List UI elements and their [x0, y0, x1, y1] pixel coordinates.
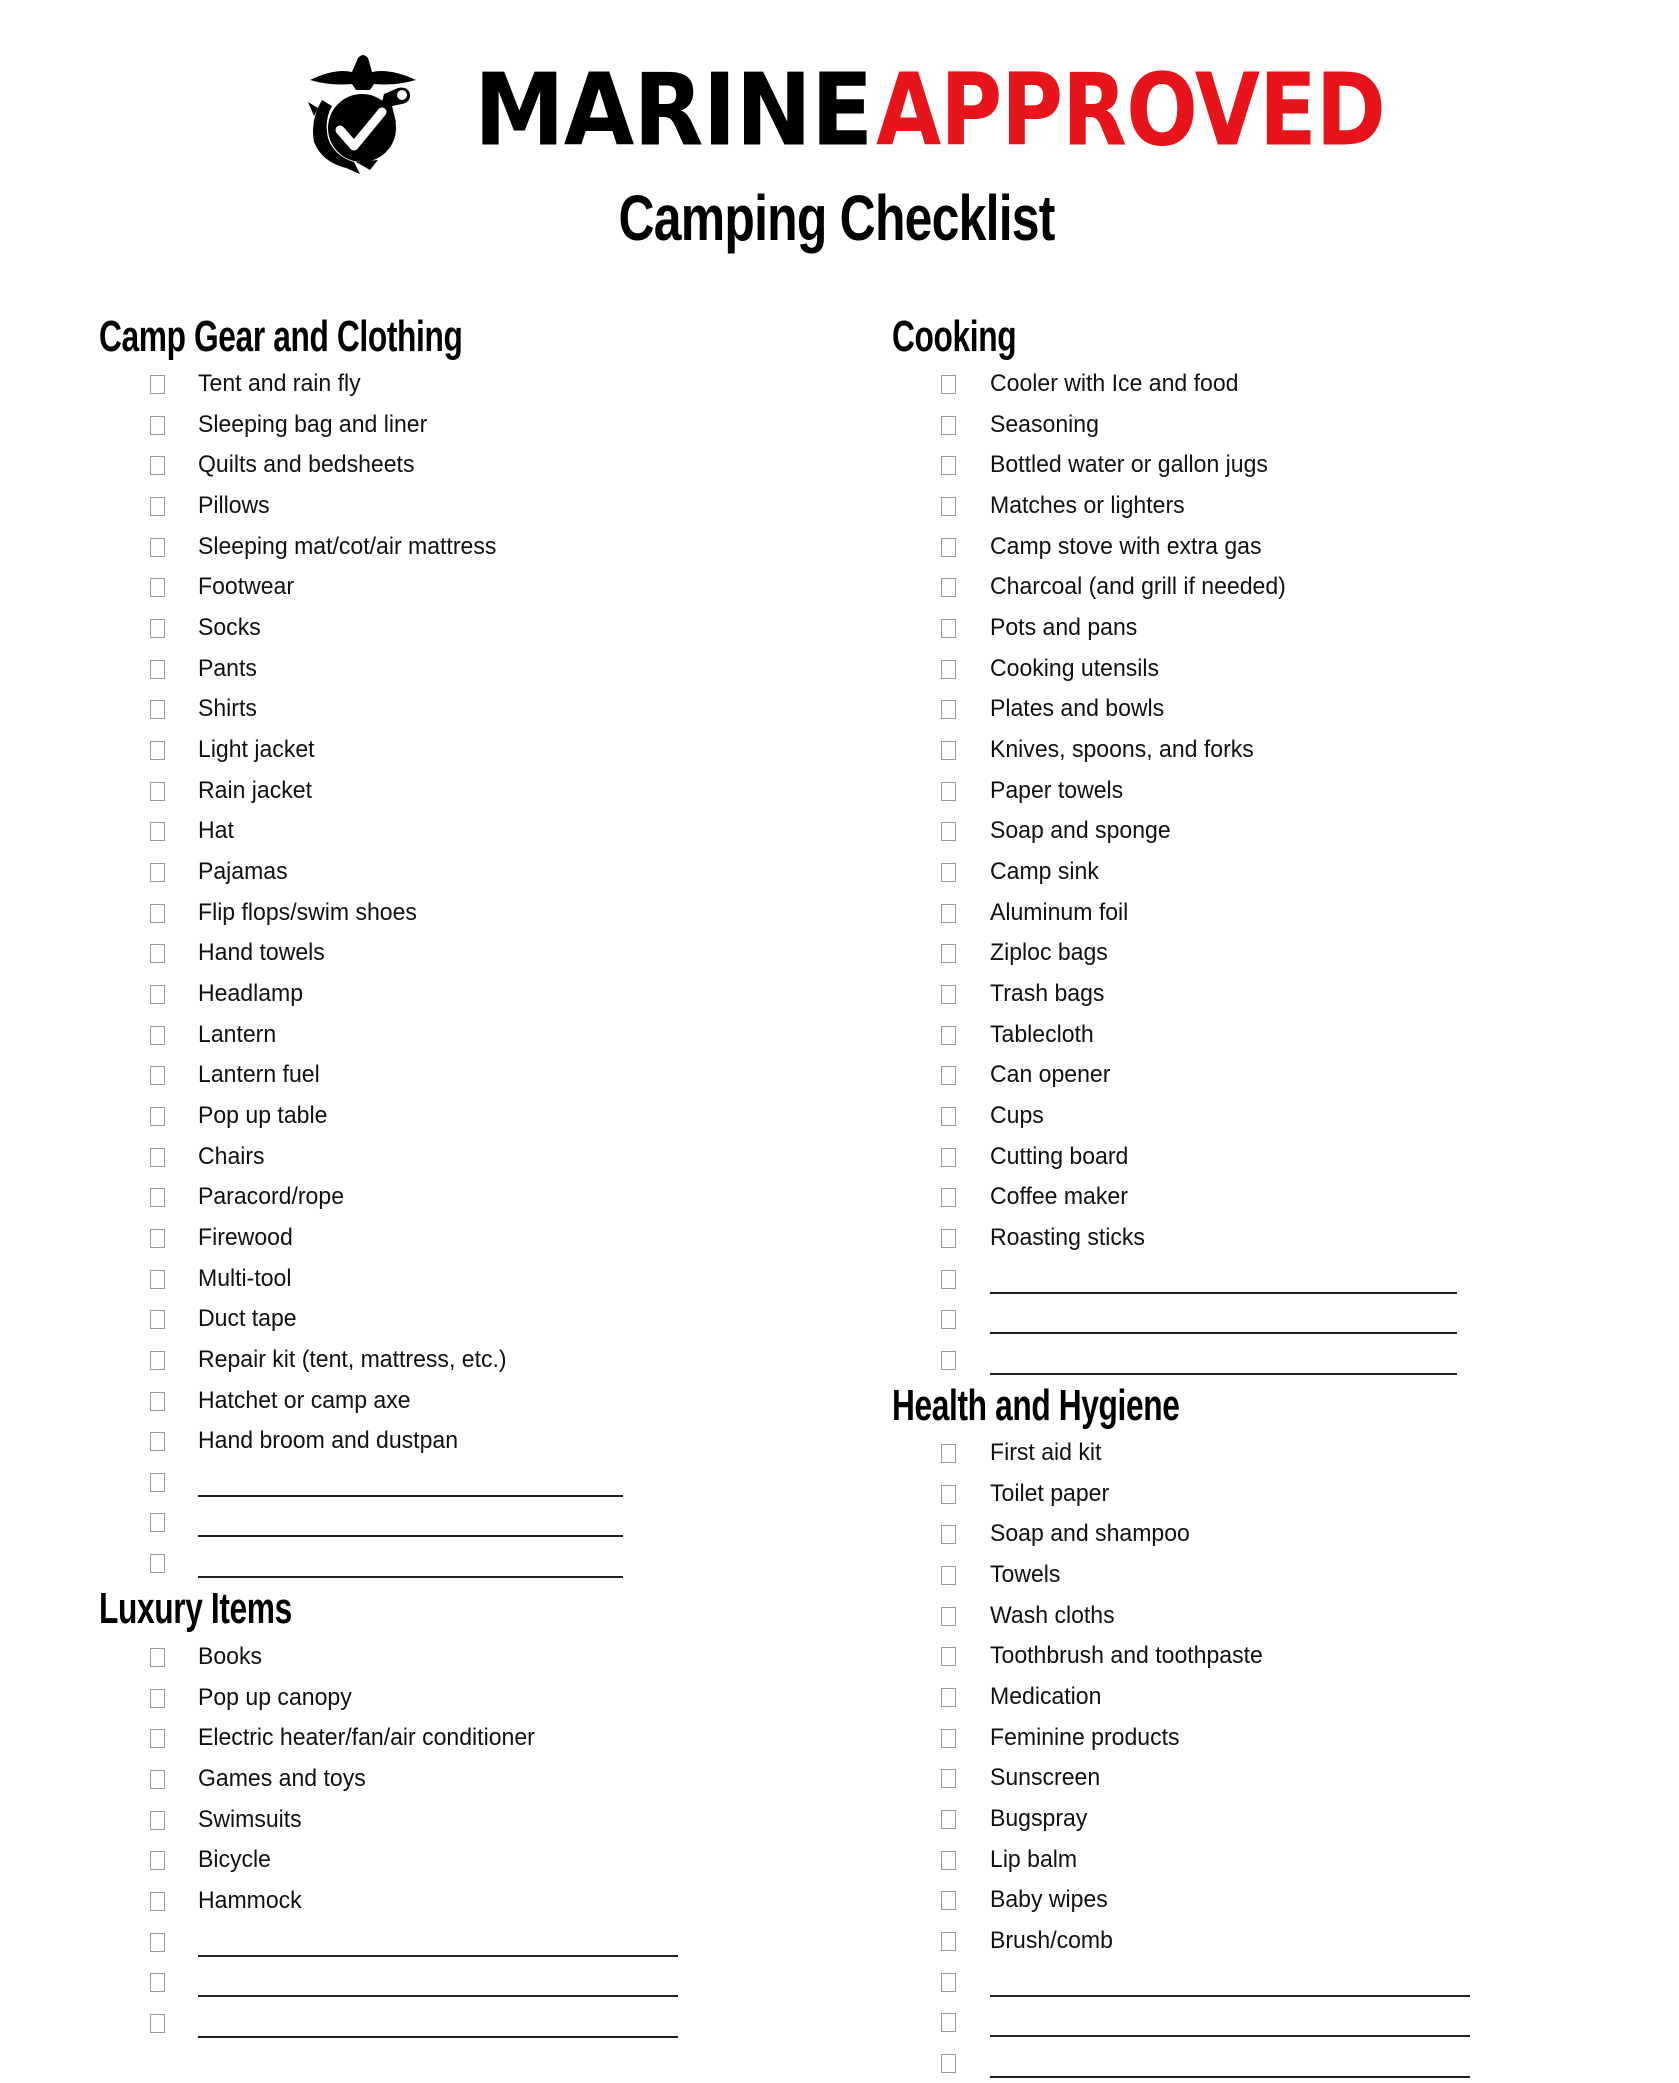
checkbox[interactable] [941, 1729, 956, 1748]
checkbox[interactable] [941, 1810, 956, 1829]
checklist-item-label: Plates and bowls [990, 695, 1165, 723]
checklist-item-label: Footwear [198, 573, 295, 601]
title-marine: MARINE [474, 52, 873, 170]
checkbox[interactable] [941, 578, 956, 597]
checklist-item [150, 730, 623, 770]
checklist-item [150, 1218, 623, 1258]
checkbox[interactable] [941, 1485, 956, 1504]
checklist-item [150, 649, 623, 689]
checklist-item-label: Camp sink [990, 857, 1099, 885]
checklist-item-label: Tablecloth [990, 1020, 1094, 1048]
checkbox[interactable] [150, 2014, 165, 2033]
checkbox[interactable] [941, 863, 956, 882]
checklist-item-label: Paper towels [990, 776, 1124, 804]
checklist-item-label: Ziploc bags [990, 939, 1108, 967]
checklist-item-label: Pajamas [198, 857, 288, 885]
write-in-line[interactable] [198, 1955, 678, 1957]
checkbox[interactable] [941, 822, 956, 841]
section-heading: Health and Hygiene [892, 1381, 1180, 1430]
checkbox[interactable] [150, 1107, 165, 1126]
checkbox[interactable] [941, 904, 956, 923]
checkbox[interactable] [150, 538, 165, 557]
checkbox[interactable] [150, 456, 165, 475]
checklist-item-label: Feminine products [990, 1723, 1180, 1751]
checklist-item-label: Camp stove with extra gas [990, 532, 1262, 560]
checklist-item-label: Matches or lighters [990, 491, 1185, 519]
checklist-item-label: Can opener [990, 1061, 1111, 1089]
checkbox[interactable] [941, 1270, 956, 1289]
checklist-item [150, 1800, 678, 1840]
checklist-item-label: Electric heater/fan/air conditioner [198, 1724, 535, 1752]
checkbox[interactable] [941, 538, 956, 557]
checklist-item [941, 1433, 1470, 1473]
checkbox[interactable] [150, 741, 165, 760]
checkbox[interactable] [941, 1769, 956, 1788]
checkbox[interactable] [941, 1973, 956, 1992]
checklist-item [150, 405, 623, 445]
checklist-item-label: First aid kit [990, 1439, 1102, 1466]
checklist-item-label: Rain jacket [198, 776, 312, 804]
checkbox[interactable] [941, 1932, 956, 1951]
checklist-item-label: Cooler with Ice and food [990, 370, 1239, 397]
checklist-item [150, 1137, 623, 1177]
checklist-item-label: Light jacket [198, 735, 315, 763]
checklist-item-label: Swimsuits [198, 1805, 302, 1833]
checkbox[interactable] [150, 822, 165, 841]
checklist-item-label: Duct tape [198, 1305, 297, 1333]
checklist-item [941, 1474, 1470, 1514]
write-in-line[interactable] [198, 2036, 678, 2038]
checklist-item [941, 1718, 1470, 1758]
checkbox[interactable] [941, 1566, 956, 1585]
checklist-item [941, 893, 1457, 933]
checklist-item-label: Pillows [198, 491, 270, 519]
checklist-item-label: Brush/comb [990, 1926, 1113, 1954]
checklist-item-label: Bugspray [990, 1804, 1088, 1832]
checklist-item-label: Repair kit (tent, mattress, etc.) [198, 1345, 507, 1373]
write-in-line[interactable] [990, 1373, 1457, 1375]
checklist-item [150, 852, 623, 892]
checklist-item-label: Shirts [198, 695, 257, 723]
checklist-item [941, 974, 1457, 1014]
checklist-item [941, 486, 1457, 526]
checkbox[interactable] [150, 904, 165, 923]
checklist-item-label: Sleeping bag and liner [198, 410, 428, 438]
blank-checklist-item [941, 1259, 1457, 1299]
write-in-line[interactable] [990, 1995, 1470, 1997]
blank-checklist-item [150, 1462, 623, 1502]
checklist-item [941, 567, 1457, 607]
checklist-item [150, 527, 623, 567]
checklist-item [941, 1177, 1457, 1217]
checkbox[interactable] [150, 1392, 165, 1411]
checklist-item-label: Coffee maker [990, 1183, 1128, 1211]
checklist-item [941, 1921, 1470, 1961]
checklist-item-label: Towels [990, 1560, 1061, 1588]
checkbox[interactable] [941, 1066, 956, 1085]
checklist-item [150, 933, 623, 973]
checkbox[interactable] [941, 1026, 956, 1045]
checkbox[interactable] [941, 416, 956, 435]
checkbox[interactable] [150, 1973, 165, 1992]
checklist-item-label: Cooking utensils [990, 654, 1160, 682]
checklist-item-label: Bottled water or gallon jugs [990, 451, 1268, 479]
checklist-item-label: Books [198, 1643, 263, 1670]
checklist-item-label: Lantern fuel [198, 1061, 320, 1089]
checklist-item [150, 811, 623, 851]
checklist-item-label: Toilet paper [990, 1479, 1110, 1507]
checklist-item [150, 1015, 623, 1055]
checklist-item-label: Lantern [198, 1020, 277, 1048]
checklist-item [150, 1299, 623, 1339]
checklist-item [150, 1381, 623, 1421]
checklist-item [941, 689, 1457, 729]
checklist-item [150, 1259, 623, 1299]
checkbox[interactable] [941, 375, 956, 394]
checkbox[interactable] [941, 944, 956, 963]
blank-checklist-item [150, 1922, 678, 1962]
checklist-item [941, 445, 1457, 485]
checkbox[interactable] [150, 578, 165, 597]
checklist-item-label: Medication [990, 1682, 1102, 1710]
checklist-item-label: Baby wipes [990, 1886, 1108, 1914]
blank-checklist-item [150, 1962, 678, 2002]
blank-checklist-item [150, 1543, 623, 1583]
checkbox[interactable] [150, 1066, 165, 1085]
checkbox[interactable] [941, 619, 956, 638]
checklist-item [150, 1840, 678, 1880]
checkbox[interactable] [941, 1148, 956, 1167]
checkbox[interactable] [941, 1107, 956, 1126]
checkbox[interactable] [941, 1525, 956, 1544]
checklist-item-label: Lip balm [990, 1845, 1078, 1873]
checkbox[interactable] [150, 863, 165, 882]
checkbox[interactable] [150, 1229, 165, 1248]
checkbox[interactable] [941, 1188, 956, 1207]
checklist-item [941, 730, 1457, 770]
checklist-item [941, 608, 1457, 648]
checkbox[interactable] [150, 1148, 165, 1167]
checklist-item-label: Soap and sponge [990, 817, 1171, 845]
checkbox[interactable] [150, 1351, 165, 1370]
checklist-item-label: Tent and rain fly [198, 370, 361, 397]
checkbox[interactable] [941, 2054, 956, 2073]
checklist-item [941, 811, 1457, 851]
checklist-item-label: Pop up canopy [198, 1683, 352, 1711]
checkbox[interactable] [150, 1689, 165, 1708]
checklist-item-label: Sunscreen [990, 1764, 1101, 1792]
checklist-item [150, 1678, 678, 1718]
checklist-item-label: Pop up table [198, 1101, 328, 1129]
checkbox[interactable] [941, 1891, 956, 1910]
checkbox[interactable] [941, 985, 956, 1004]
checklist-item [150, 1096, 623, 1136]
checklist-item-label: Roasting sticks [990, 1223, 1145, 1251]
checklist-item [941, 1514, 1470, 1554]
checklist-item-label: Hatchet or camp axe [198, 1386, 411, 1414]
write-in-line[interactable] [990, 1292, 1457, 1294]
checkbox[interactable] [941, 2013, 956, 2032]
checklist-item [941, 1055, 1457, 1095]
checklist-item-label: Flip flops/swim shoes [198, 898, 417, 926]
checkbox[interactable] [941, 660, 956, 679]
checklist-item-label: Paracord/rope [198, 1183, 345, 1211]
checklist-item [150, 1759, 678, 1799]
checkbox[interactable] [150, 1770, 165, 1789]
checklist-item-label: Pants [198, 654, 257, 682]
checklist-item [150, 1340, 623, 1380]
checklist-item [941, 1880, 1470, 1920]
checklist-item-label: Cups [990, 1101, 1044, 1129]
checklist-item [150, 1177, 623, 1217]
checklist-item [941, 527, 1457, 567]
checklist-item-label: Firewood [198, 1223, 293, 1251]
checklist-item [941, 1799, 1470, 1839]
checkbox[interactable] [941, 782, 956, 801]
blank-checklist-item [941, 1962, 1470, 2002]
checkbox[interactable] [150, 700, 165, 719]
checkbox[interactable] [150, 1554, 165, 1573]
section-heading: Cooking [892, 312, 1017, 361]
write-in-line[interactable] [990, 2076, 1470, 2078]
checkbox[interactable] [150, 416, 165, 435]
checklist-item-label: Pots and pans [990, 613, 1138, 641]
checklist-item [941, 1555, 1470, 1595]
checklist-item-label: Soap and shampoo [990, 1520, 1190, 1548]
checkbox[interactable] [941, 1310, 956, 1329]
checkbox[interactable] [150, 1513, 165, 1532]
checklist-item-label: Headlamp [198, 979, 304, 1007]
checklist-item [150, 1718, 678, 1758]
write-in-line[interactable] [990, 1332, 1457, 1334]
checkbox[interactable] [941, 1688, 956, 1707]
checklist-item-label: Seasoning [990, 410, 1099, 438]
blank-checklist-item [150, 1502, 623, 1542]
checklist-item [150, 893, 623, 933]
eagle-globe-anchor-icon [300, 50, 425, 175]
checkbox[interactable] [150, 782, 165, 801]
page-subtitle: Camping Checklist [618, 182, 1055, 254]
checklist-item-label: Chairs [198, 1142, 265, 1170]
checkbox[interactable] [150, 985, 165, 1004]
checkbox[interactable] [941, 456, 956, 475]
checkbox[interactable] [150, 1648, 165, 1667]
checklist-item [150, 1881, 678, 1921]
checklist-item [941, 1758, 1470, 1798]
blank-checklist-item [941, 1299, 1457, 1339]
checklist-item [941, 933, 1457, 973]
checklist-item [941, 364, 1457, 404]
write-in-line[interactable] [198, 1495, 623, 1497]
checklist-item [150, 1055, 623, 1095]
checklist-item-label: Multi-tool [198, 1264, 292, 1292]
checklist-item-label: Charcoal (and grill if needed) [990, 573, 1286, 601]
checklist-item-label: Toothbrush and toothpaste [990, 1642, 1263, 1670]
section-heading: Camp Gear and Clothing [99, 312, 463, 361]
checklist-item-label: Aluminum foil [990, 898, 1129, 926]
write-in-line[interactable] [198, 1576, 623, 1578]
checklist-item [941, 1218, 1457, 1258]
checkbox[interactable] [150, 619, 165, 638]
checkbox[interactable] [941, 1229, 956, 1248]
checklist-item [941, 1096, 1457, 1136]
checkbox[interactable] [941, 700, 956, 719]
checklist-item [941, 649, 1457, 689]
checklist-item-label: Wash cloths [990, 1601, 1115, 1629]
checklist-item [150, 1421, 623, 1461]
checkbox[interactable] [941, 1851, 956, 1870]
checklist-item [941, 852, 1457, 892]
section-heading: Luxury Items [99, 1584, 292, 1633]
checklist-item [941, 1636, 1470, 1676]
checkbox[interactable] [941, 1607, 956, 1626]
checkbox[interactable] [941, 497, 956, 516]
checklist-item [941, 771, 1457, 811]
checkbox[interactable] [941, 1647, 956, 1666]
checklist-item [150, 486, 623, 526]
checklist-item [941, 1596, 1470, 1636]
checklist-item [941, 1677, 1470, 1717]
checkbox[interactable] [150, 497, 165, 516]
checklist-item [941, 1840, 1470, 1880]
blank-checklist-item [941, 1340, 1457, 1380]
title-approved: APPROVED [876, 52, 1385, 170]
checklist-item [941, 1015, 1457, 1055]
checklist-item-label: Bicycle [198, 1846, 271, 1874]
write-in-line[interactable] [990, 2035, 1470, 2037]
checklist-item [150, 1637, 678, 1677]
checkbox[interactable] [150, 1432, 165, 1451]
checkbox[interactable] [150, 1892, 165, 1911]
checklist-item [150, 364, 623, 404]
blank-checklist-item [150, 2003, 678, 2043]
checkbox[interactable] [150, 1851, 165, 1870]
checklist-item-label: Hand broom and dustpan [198, 1427, 459, 1455]
checklist-item-label: Cutting board [990, 1142, 1129, 1170]
checklist-item-label: Quilts and bedsheets [198, 451, 415, 479]
checkbox[interactable] [150, 1473, 165, 1492]
checklist-item-label: Hand towels [198, 939, 325, 967]
checkbox[interactable] [150, 1811, 165, 1830]
checklist-item-label: Games and toys [198, 1764, 366, 1792]
checkbox[interactable] [150, 1026, 165, 1045]
checkbox[interactable] [150, 944, 165, 963]
checklist-item-label: Knives, spoons, and forks [990, 735, 1254, 763]
write-in-line[interactable] [198, 1995, 678, 1997]
checkbox[interactable] [941, 1444, 956, 1463]
checkbox[interactable] [150, 375, 165, 394]
checkbox[interactable] [941, 741, 956, 760]
checklist-item-label: Hammock [198, 1886, 302, 1914]
checklist-item [150, 689, 623, 729]
checkbox[interactable] [150, 1933, 165, 1952]
checklist-item [150, 445, 623, 485]
checklist-item [150, 974, 623, 1014]
checkbox[interactable] [150, 660, 165, 679]
blank-checklist-item [941, 2043, 1470, 2083]
checkbox[interactable] [150, 1270, 165, 1289]
checkbox[interactable] [941, 1351, 956, 1370]
checklist-item [150, 567, 623, 607]
write-in-line[interactable] [198, 1535, 623, 1537]
checklist-item [150, 608, 623, 648]
checklist-item-label: Hat [198, 817, 234, 845]
checklist-item-label: Socks [198, 613, 261, 641]
checkbox[interactable] [150, 1310, 165, 1329]
checklist-item-label: Sleeping mat/cot/air mattress [198, 532, 497, 560]
checkbox[interactable] [150, 1729, 165, 1748]
checklist-item [150, 771, 623, 811]
checklist-item [941, 405, 1457, 445]
checkbox[interactable] [150, 1188, 165, 1207]
checklist-item-label: Trash bags [990, 979, 1105, 1007]
blank-checklist-item [941, 2002, 1470, 2042]
checklist-item [941, 1137, 1457, 1177]
